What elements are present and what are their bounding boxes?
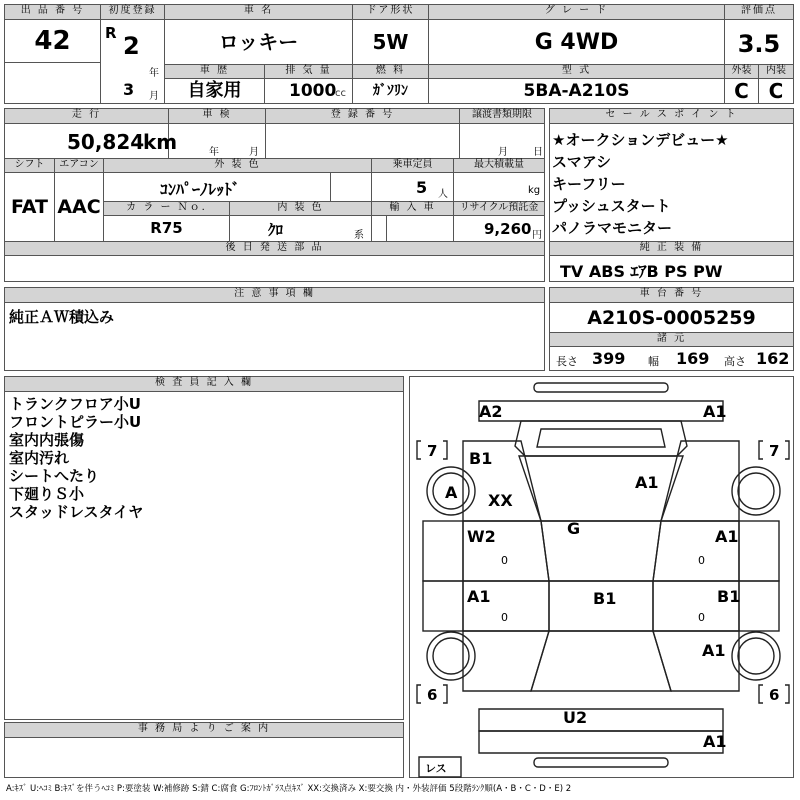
roof [541, 521, 661, 581]
cc-header: 排 気 量 [265, 64, 353, 79]
seats: 5 [416, 178, 428, 197]
first-reg-header: 初度登録 [101, 5, 165, 20]
wheel-rl [427, 632, 475, 680]
fuel: ｶﾞｿﾘﾝ [353, 79, 429, 103]
interior-unit: 系 [354, 230, 364, 241]
seats-header: 乗車定員 [372, 158, 454, 173]
reg-year: 2 [123, 32, 140, 60]
label-b1-fl: B1 [469, 449, 493, 468]
height: 162 [756, 349, 790, 368]
rear-glass [531, 631, 671, 691]
label-a1-hood: A1 [635, 473, 659, 492]
mileage: 50,824 [67, 130, 145, 154]
history-header: 車 歴 [165, 64, 265, 79]
tread-fr: 7 [769, 442, 780, 460]
cc-cell [265, 79, 353, 103]
lot-header: 出 品 番 号 [5, 5, 101, 20]
recycle-cell [454, 216, 544, 241]
label-u2: U2 [563, 708, 588, 727]
cc-unit: cc [335, 88, 346, 99]
color-header: 外 装 色 [104, 158, 372, 173]
load-cell [454, 173, 544, 201]
rear-bumper [534, 758, 668, 767]
ac: AAC [55, 173, 104, 241]
right-side-rear [739, 581, 779, 631]
detail-box [4, 108, 545, 282]
label-g: G [567, 519, 581, 538]
front-bumper [534, 383, 668, 392]
sales-point: プッシュスタート [552, 197, 671, 215]
load-unit: kg [528, 185, 541, 196]
equipment-header: 純 正 装 備 [550, 241, 793, 256]
insp-year-unit: 年 [209, 147, 219, 158]
history: 自家用 [165, 79, 265, 103]
width: 169 [676, 349, 710, 368]
regno [266, 124, 460, 158]
inspector-box [4, 376, 404, 720]
right-fender [661, 441, 739, 521]
sales-point: スマアシ [552, 153, 612, 171]
tread-rr: 6 [769, 686, 780, 704]
inspector-line: フロントピラー小U [9, 413, 142, 431]
length: 399 [592, 349, 626, 368]
fuel-header: 燃 料 [353, 64, 429, 79]
color-cell [104, 173, 372, 201]
label-w2: W2 [467, 527, 496, 546]
era: R [105, 24, 117, 42]
seats-cell [372, 173, 454, 201]
color: ｺﾝﾊﾟｰﾉﾚｯﾄﾞ [160, 180, 241, 199]
equipment: TV ABS ｴｱB PS PW [560, 262, 723, 281]
right-side-front [739, 521, 779, 581]
front-grille [537, 429, 665, 447]
dims-header: 諸 元 [550, 332, 793, 347]
ac-header: エアコン [55, 158, 104, 173]
wheel-fr-inner [738, 473, 774, 509]
office-header: 事 務 局 よ り ご 案 内 [5, 723, 403, 738]
mileage-unit: km [143, 130, 178, 154]
regno-header: 登 録 番 号 [266, 109, 460, 124]
tr-month-unit: 月 [498, 147, 508, 158]
top-info-box [4, 4, 794, 104]
label-zero: 0 [698, 611, 705, 624]
label-a1-fr: A1 [703, 402, 727, 421]
office-box [4, 722, 404, 778]
label-zero: 0 [698, 554, 705, 567]
year-unit: 年 [149, 68, 159, 79]
transfer-header: 譲渡書類期限 [460, 109, 544, 124]
inspector-line: トランクフロア小U [9, 395, 141, 413]
legend: A:ｷｽﾞ U:ﾍｺﾐ B:ｷｽﾞを伴うﾍｺﾐ P:要塗装 W:補修跡 S:錆 C:腐食 G:ﾌﾛﾝﾄｶﾞﾗｽ点ｷｽﾞ XX:交換済み X:要交換 内・外装評価 5段階ﾗﾝｸ順(A・B・C・D・E) 2 [6, 784, 572, 794]
dims-row [550, 347, 793, 370]
trunk [479, 709, 723, 731]
hood [515, 421, 687, 456]
shift: FAT [5, 173, 55, 241]
int-score: C [768, 79, 784, 103]
ext-header: 外装 [725, 64, 759, 79]
sales-point: パノラマモニター [552, 219, 673, 237]
left-side-rear [423, 581, 463, 631]
import-header: 輸 入 車 [372, 201, 454, 216]
recycle-header: リサイクル預託金 [454, 201, 544, 216]
label-a1-rear: A1 [703, 732, 727, 751]
right-quarter [653, 631, 739, 691]
front-outline [479, 401, 723, 421]
color-number: R75 [104, 216, 230, 241]
label-a-wheel: A [445, 483, 458, 502]
notes-header: 注 意 事 項 欄 [5, 288, 544, 303]
grade-header: グ レ ー ド [429, 5, 725, 20]
mileage-header: 走 行 [5, 109, 169, 124]
interior-header: 内 装 色 [230, 201, 372, 216]
recycle-unit: 円 [532, 230, 542, 241]
label-b1-roof: B1 [593, 589, 617, 608]
interior-color: ｸﾛ [268, 221, 284, 239]
inspection-header: 車 検 [169, 109, 266, 124]
inspector-line: 室内内張傷 [9, 431, 85, 449]
left-quarter [463, 631, 549, 691]
label-xx: XX [488, 491, 513, 510]
seats-unit: 人 [438, 189, 448, 200]
int-header: 内装 [759, 64, 793, 79]
lot-empty [5, 62, 101, 103]
tread-rl: 6 [427, 686, 438, 704]
transfer-cell [460, 124, 544, 158]
model-header: 型 式 [429, 64, 725, 79]
shift-header: シフト [5, 158, 55, 173]
month-unit: 月 [149, 91, 159, 102]
later-parts [5, 256, 544, 281]
tread-fl: 7 [427, 442, 438, 460]
ext-score: C [725, 79, 759, 103]
label-a1-ld: A1 [467, 587, 491, 606]
import-divider [386, 216, 387, 241]
later-parts-header: 後 日 発 送 部 品 [5, 241, 544, 256]
cc: 1000 [289, 81, 337, 101]
interior-cell [230, 216, 372, 241]
sales-point: ★オークションデビュー★ [552, 131, 729, 149]
reg-month: 3 [123, 80, 135, 99]
inspector-line: スタッドレスタイヤ [9, 503, 144, 521]
insp-month-unit: 月 [249, 147, 259, 158]
chassis-number: A210S-0005259 [587, 307, 756, 329]
label-zero: 0 [501, 611, 508, 624]
width-label: 幅 [648, 355, 659, 368]
inspector-header: 検 査 員 記 入 欄 [5, 377, 403, 392]
height-label: 高さ [724, 355, 746, 368]
sales-point: キーフリー [552, 175, 626, 193]
left-side-front [423, 521, 463, 581]
first-reg [101, 20, 165, 103]
car-diagram [410, 377, 793, 777]
wheel-rr-inner [738, 638, 774, 674]
inspection-cell [169, 124, 266, 158]
notes-text: 純正ＡＷ積込み [9, 308, 115, 326]
grade: G 4WD [429, 20, 725, 65]
door-type: 5W [353, 20, 429, 65]
lot-number: 42 [5, 20, 101, 62]
load-header: 最大積載量 [454, 158, 544, 173]
sales-box [549, 108, 794, 282]
car-name-header: 車 名 [165, 5, 353, 20]
colorno-header: カ ラ ー Ｎｏ. [104, 201, 230, 216]
score: 3.5 [737, 30, 781, 58]
recycle: 9,260 [484, 220, 532, 238]
model: 5BA-A210S [429, 79, 725, 103]
spare-label: レス [425, 762, 447, 775]
damage-diagram-box [409, 376, 794, 778]
chassis-box [549, 287, 794, 371]
notes-box [4, 287, 545, 371]
rear-panel [479, 731, 723, 753]
door-header: ドア形状 [353, 5, 429, 20]
inspector-line: 室内汚れ [9, 449, 70, 467]
import-cell [372, 216, 454, 241]
color-divider [330, 173, 331, 201]
label-a1-rr: A1 [702, 641, 726, 660]
length-label: 長さ [556, 355, 578, 368]
mileage-cell [5, 124, 178, 158]
label-a1-rf: A1 [715, 527, 739, 546]
sales-header: セ ー ル ス ポ イ ン ト [550, 109, 793, 124]
inspector-line: 下廻りＳ小 [9, 485, 85, 503]
label-zero: 0 [501, 554, 508, 567]
label-a2: A2 [479, 402, 503, 421]
car-name: ロッキー [165, 20, 353, 65]
score-header: 評価点 [725, 5, 793, 20]
label-b1-rd: B1 [717, 587, 741, 606]
chassis-header: 車 台 番 号 [550, 288, 793, 303]
tr-day-unit: 日 [533, 147, 543, 158]
inspector-line: シートへたり [9, 467, 100, 485]
